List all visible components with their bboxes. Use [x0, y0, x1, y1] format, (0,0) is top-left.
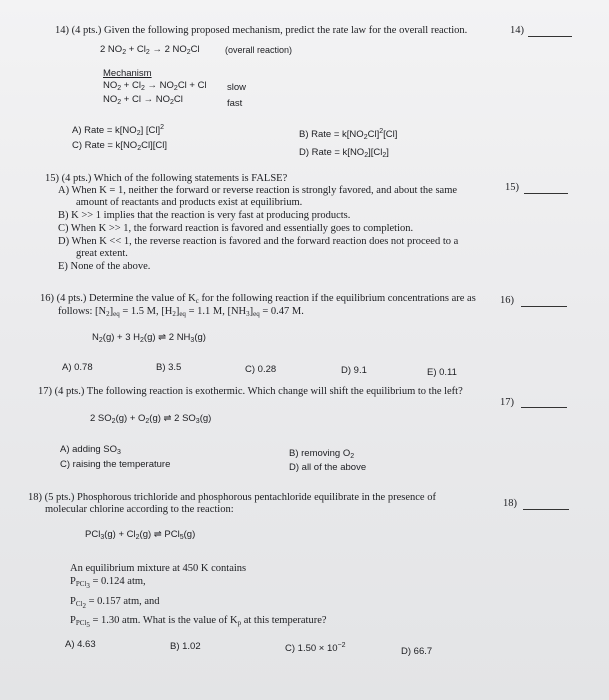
q14-step2: $NO_2 + Cl \to NO_2Cl$ — [103, 94, 183, 106]
q15-option-e[interactable]: E) None of the above. — [58, 261, 151, 272]
q18-pressure-pcl3: $P_{PCl_3} = 0.124$ atm, — [70, 576, 146, 590]
q18-option-a[interactable]: A) 4.63 — [65, 639, 96, 650]
q16-prompt-line2: follows: $[N_2]_{eq} = 1.5$ M, $[H_2]_{eq} = 1.1$ M, $[NH_3]_{eq} = 0.47$ M. — [58, 306, 304, 318]
q14-step1: $NO_2 + Cl_2 \to NO_2Cl + Cl$ — [103, 80, 207, 92]
q16-option-c[interactable]: C) 0.28 — [245, 364, 277, 375]
q18-option-d[interactable]: D) 66.7 — [401, 646, 433, 657]
q17-option-b[interactable]: B) removing $O_2$ — [289, 448, 355, 460]
q14-mechanism-title: Mechanism — [103, 68, 152, 79]
q14-overall-note: (overall reaction) — [225, 45, 293, 55]
q17-option-d[interactable]: D) all of the above — [289, 462, 367, 473]
q14-step1-speed: slow — [227, 82, 247, 93]
q18-pressure-pcl5: $P_{PCl_5} = 1.30$ atm. What is the value of $K_p$ at this temperature? — [70, 615, 327, 629]
q16-answer-blank[interactable] — [521, 306, 567, 307]
q18-number: 18) — [503, 498, 517, 509]
q15-answer-blank[interactable] — [524, 193, 568, 194]
q18-option-b[interactable]: B) 1.02 — [170, 641, 201, 652]
q17-option-a[interactable]: A) adding $SO_3$ — [60, 444, 121, 456]
q14-answer-blank[interactable] — [528, 36, 572, 37]
q16-reaction: $N_2(g) + 3$ $H_2(g)$ ⇌ 2 $NH_3(g)$ — [92, 332, 206, 344]
q16-option-a[interactable]: A) 0.78 — [62, 362, 93, 373]
q15-number: 15) — [505, 182, 519, 193]
q14-option-d[interactable]: D) Rate = $k[NO_2][Cl_2]$ — [299, 147, 389, 159]
q14-overall-reaction: 2 $NO_2 + Cl_2 \to 2$ $NO_2Cl$ — [100, 44, 200, 56]
q18-mixture: An equilibrium mixture at 450 K contains — [70, 563, 247, 574]
q14-step2-speed: fast — [227, 98, 243, 109]
q14-number: 14) — [510, 25, 524, 36]
q14-option-b[interactable]: B) Rate = $k[NO_2Cl]^2[Cl]$ — [299, 128, 398, 141]
q18-reaction: $PCl_3(g) + Cl_2(g)$ ⇌ PCl$_5$(g) — [85, 529, 196, 541]
q15-option-b[interactable]: B) K >> 1 implies that the reaction is very fast at producing products. — [58, 210, 351, 221]
q18-prompt-line1: 18) (5 pts.) Phosphorous trichloride and phosphorous pentachloride equilibrate in the presence of — [28, 492, 436, 503]
q15-option-a-line1[interactable]: A) When K = 1, neither the forward or reverse reaction is strongly favored, and about the same — [58, 185, 458, 196]
q16-option-d[interactable]: D) 9.1 — [341, 365, 367, 376]
q17-number: 17) — [500, 397, 514, 408]
q17-reaction: 2 $SO_2(g) + O_2(g)$ ⇌ 2 $SO_3(g)$ — [90, 413, 212, 425]
q18-pressure-cl2: $P_{Cl_2} = 0.157$ atm, and — [70, 596, 160, 610]
q14-option-a[interactable]: A) Rate = $k[NO_2]$ $[Cl]^2$ — [72, 124, 165, 137]
q17-prompt: 17) (4 pts.) The following reaction is exothermic. Which change will shift the equilibrium to the left? — [38, 386, 463, 397]
q17-option-c[interactable]: C) raising the temperature — [60, 459, 171, 470]
q15-option-d-line2: great extent. — [76, 248, 128, 259]
q18-answer-blank[interactable] — [523, 509, 569, 510]
q15-option-d-line1[interactable]: D) When K << 1, the reverse reaction is favored and the forward reaction does not proceed to a — [58, 236, 459, 247]
q15-option-c[interactable]: C) When K >> 1, the forward reaction is favored and essentially goes to completion. — [58, 223, 414, 234]
q16-option-e[interactable]: E) 0.11 — [427, 367, 457, 378]
q14-prompt: 14) (4 pts.) Given the following proposed mechanism, predict the rate law for the overall reaction. — [55, 25, 468, 36]
q18-option-c[interactable]: C) $1.50 \times 10^{-2}$ — [285, 642, 346, 654]
q17-answer-blank[interactable] — [521, 407, 567, 408]
q16-number: 16) — [500, 295, 514, 306]
q14-option-c[interactable]: C) Rate = $k[NO_2Cl][Cl]$ — [72, 140, 167, 152]
q15-prompt: 15) (4 pts.) Which of the following statements is FALSE? — [45, 173, 288, 184]
q16-option-b[interactable]: B) 3.5 — [156, 362, 182, 373]
q16-prompt-line1: 16) (4 pts.) Determine the value of $K_c$ for the following reaction if the equilibrium concentrations are as — [40, 293, 476, 305]
q15-option-a-line2: amount of reactants and products exist at equilibrium. — [76, 197, 303, 208]
q18-prompt-line2: molecular chlorine according to the reaction: — [45, 504, 234, 515]
